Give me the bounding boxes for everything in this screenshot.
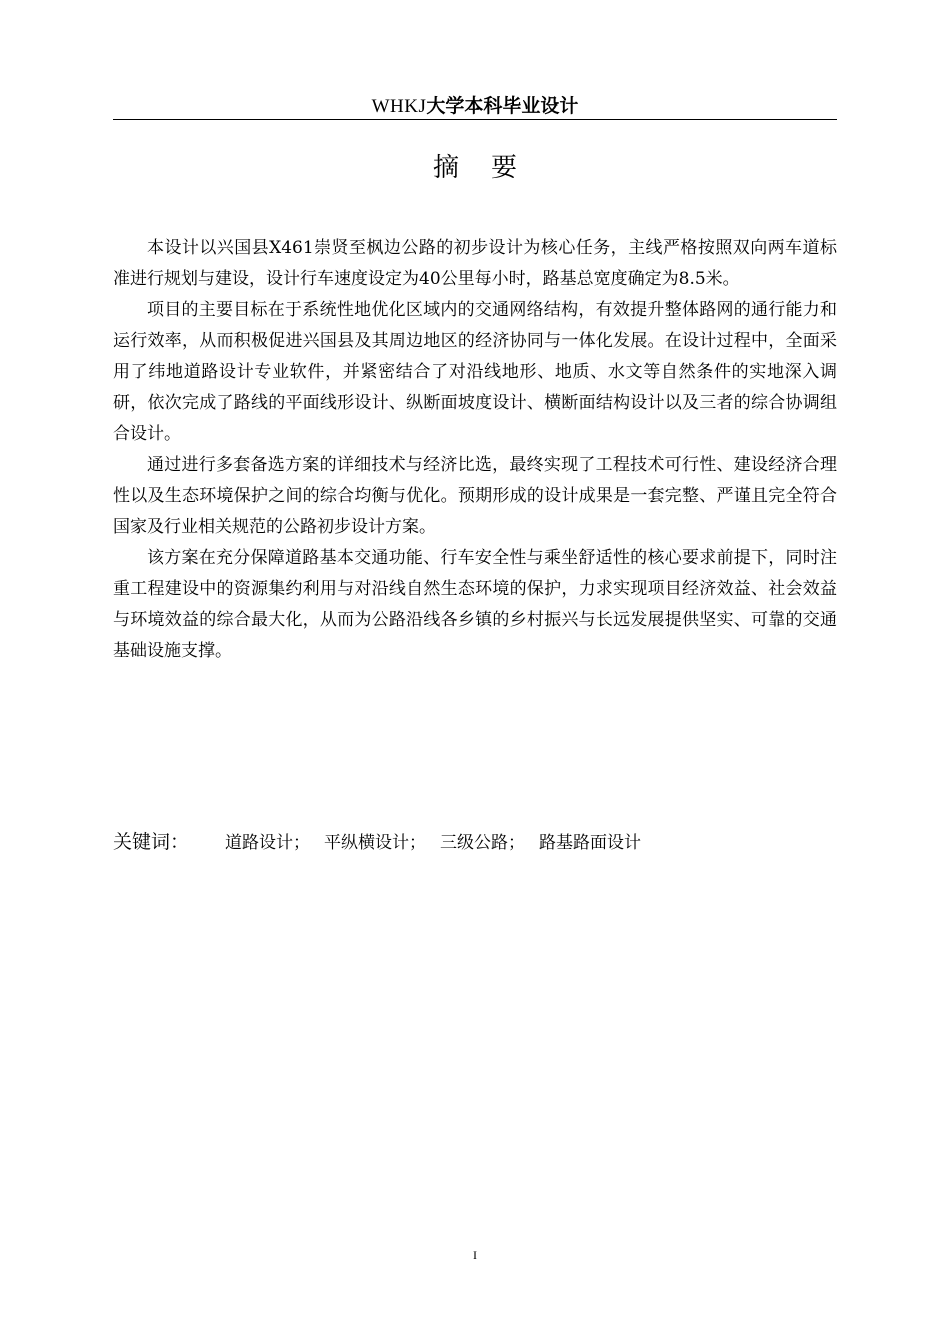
keywords-line	[113, 826, 837, 859]
page-header	[113, 92, 837, 120]
abstract-body	[113, 231, 837, 667]
header-divider	[113, 119, 837, 120]
abstract-paragraph: 通过进行多套备选方案的详细技术与经济比选，最终实现了工程技术可行性、建设经济合理性以及生态环境保护之间的综合均衡与优化。预期形成的设计成果是一套完整、严谨且完全符合国家及行业相关规范的公路初步设计方案。	[113, 455, 837, 537]
page-number: I	[473, 1248, 477, 1262]
keywords-label: 关键词：	[113, 831, 190, 853]
keyword-item: 平纵横设计；	[324, 833, 426, 853]
keyword-item: 路基路面设计	[539, 833, 641, 853]
abstract-paragraph: 本设计以兴国县X461崇贤至枫边公路的初步设计为核心任务，主线严格按照双向两车道标准进行规划与建设，设计行车速度设定为40公里每小时，路基总宽度确定为8.5米。	[113, 238, 837, 289]
abstract-paragraph: 项目的主要目标在于系统性地优化区域内的交通网络结构，有效提升整体路网的通行能力和运行效率，从而积极促进兴国县及其周边地区的经济协同与一体化发展。在设计过程中，全面采用了纬地道路设计专业软件，并紧密结合了对沿线地形、地质、水文等自然条件的实地深入调研，依次完成了路线的平面线形设计、纵断面坡度设计、横断面结构设计以及三者的综合协调组合设计。	[113, 300, 837, 444]
header-title-text: 大学本科毕业设计	[426, 95, 579, 117]
abstract-title: 摘要	[432, 153, 549, 183]
abstract-paragraph: 该方案在充分保障道路基本交通功能、行车安全性与乘坐舒适性的核心要求前提下，同时注重工程建设中的资源集约利用与对沿线自然生态环境的保护，力求实现项目经济效益、社会效益与环境效益的综合最大化，从而为公路沿线各乡镇的乡村振兴与长远发展提供坚实、可靠的交通基础设施支撑。	[113, 548, 837, 661]
header-latin-text: WHKJ	[371, 96, 427, 117]
keyword-item: 三级公路；	[440, 833, 525, 853]
keyword-item: 道路设计；	[225, 833, 310, 853]
